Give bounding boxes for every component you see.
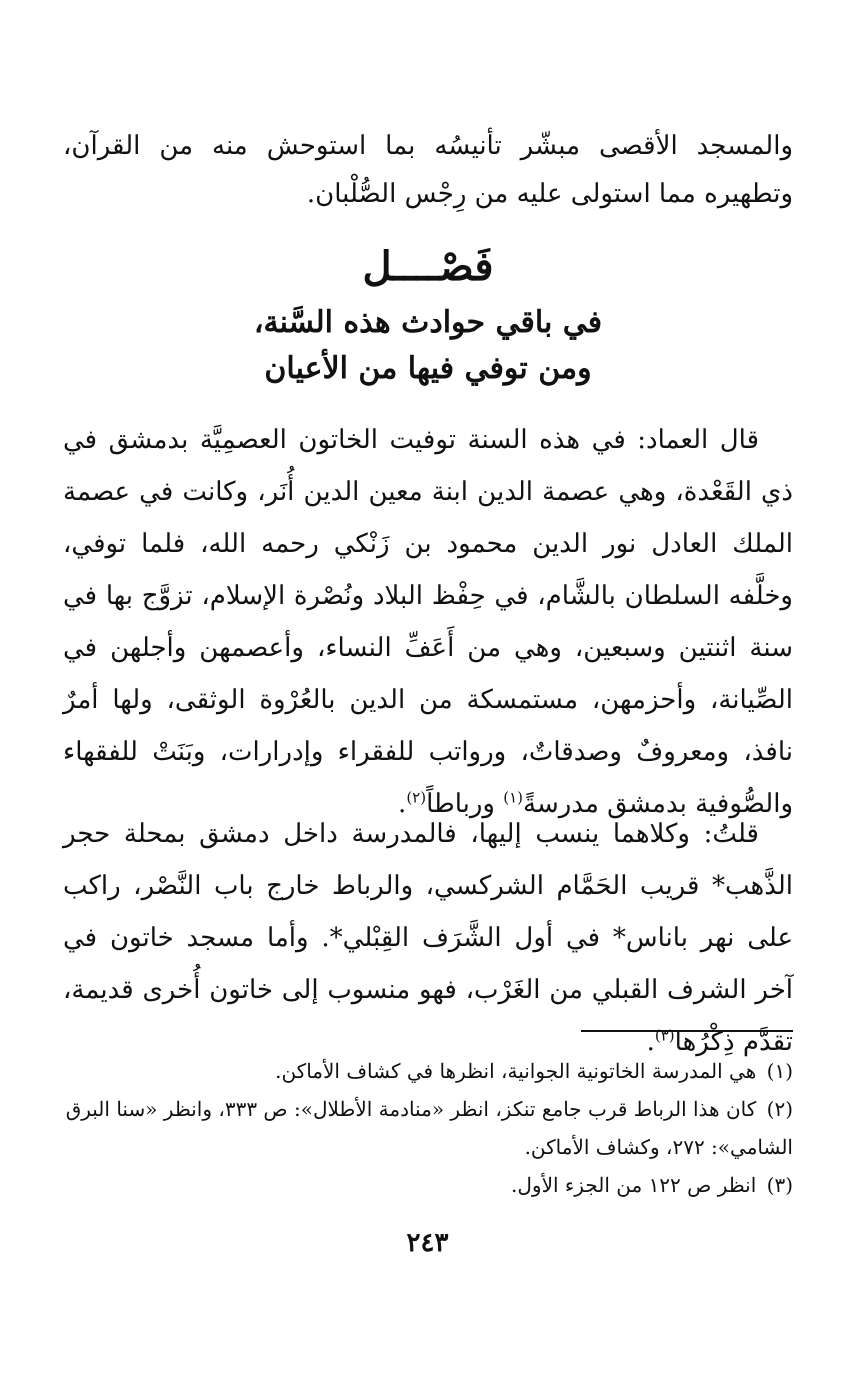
footnote-text: كان هذا الرباط قرب جامع تنكز، انظر «منادمة الأطلال»: ص ٣٣٣، وانظر «سنا البرق الشامي»: ٢٧٢، وكشاف الأماكن. (65, 1097, 793, 1159)
footnote-mark: (٢) (766, 1097, 793, 1121)
paragraph-author-text-a: قلتُ: وكلاهما ينسب إليها، فالمدرسة داخل دمشق بمحلة حجر الذَّهب* قريب الحَمَّام الشركسي، والرباط خارج باب النَّصْر، راكب على نهر باناس* في أول الشَّرَف القِبْلي*. وأما مسجد خاتون في آخر الشرف القبلي من الغَرْب، فهو منسوب إلى خاتون أُخرى قديمة، تقدَّم ذِكْرُها (63, 819, 793, 1057)
intro-paragraph (63, 122, 793, 218)
footnote-mark: (١) (766, 1059, 793, 1083)
footnote-ref-3[interactable]: (٣) (654, 1026, 675, 1045)
footnote-text: هي المدرسة الخاتونية الجوانية، انظرها في كشاف الأماكن. (275, 1059, 757, 1083)
footnote-ref-2[interactable]: (٢) (406, 788, 427, 807)
subtitle-line-1: في باقي حوادث هذه السَّنة، (253, 305, 603, 340)
page-number: ٢٤٣ (406, 1228, 449, 1258)
paragraph-imad (63, 414, 793, 830)
paragraph-imad-text-a: قال العماد: في هذه السنة توفيت الخاتون العصمِيَّة بدمشق في ذي القَعْدة، وهي عصمة الدين ابنة معين الدين أُنَر، وكانت في عصمة الملك العادل نور الدين محمود بن زَنْكي رحمه الله، فلما توفي، وخلَّفه السلطان بالشَّام، في حِفْظ البلاد ونُصْرة الإسلام، تزوَّج بها في سنة اثنتين وسبعين، وهي من أَعَفِّ النساء، وأعصمهن وأجلهن في الصِّيانة، وأحزمهن، مستمسكة من الدين بالعُرْوة الوثقى، ولها أمرٌ نافذ، ومعروفٌ وصدقاتٌ، ورواتب للفقراء وإدرارات، وبَنَتْ للفقهاء والصُّوفية بدمشق مدرسةً (63, 425, 793, 819)
footnote-ref-1[interactable]: (١) (503, 788, 524, 807)
footnote-item (63, 1090, 793, 1166)
footnote-item (63, 1052, 793, 1090)
paragraph-imad-text-b: ورباطاً (426, 789, 504, 819)
footnote-mark: (٣) (766, 1173, 793, 1197)
intro-text: والمسجد الأقصى مبشّر تأنيسُه بما استوحش منه من القرآن، وتطهيره مما استولى عليه من رِجْس الصُّلْبان. (63, 131, 793, 209)
footnote-item (63, 1166, 793, 1204)
footnote-text: انظر ص ١٢٢ من الجزء الأول. (511, 1173, 757, 1197)
footnote-divider (581, 1030, 793, 1032)
paragraph-author-note (63, 808, 793, 1068)
section-title: فَصْــــل (362, 243, 494, 290)
footnotes-list (63, 1052, 793, 1204)
subtitle-line-2: ومن توفي فيها من الأعيان (264, 351, 592, 386)
paragraph-imad-text-c: . (398, 789, 407, 819)
paragraph-author-text-b: . (646, 1027, 655, 1057)
section-heading (63, 238, 793, 392)
section-subtitle (63, 300, 793, 392)
